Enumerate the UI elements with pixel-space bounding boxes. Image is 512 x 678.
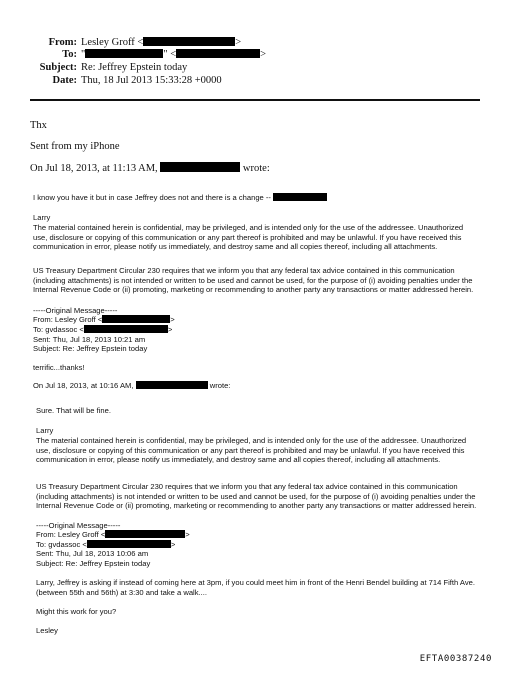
- from-label: From:: [48, 37, 77, 48]
- redaction-block: [87, 540, 171, 548]
- quoted2-orig-to-text: To: gvdassoc <: [36, 540, 87, 549]
- subject-label: Subject:: [39, 62, 77, 73]
- quoted2-orig-from: [36, 530, 190, 540]
- quoted1-treasury: US Treasury Department Circular 230 requires that we inform you that any federal tax advice contained in this communication (including attachments) is not intended or written to be used and cannot be used, for the purpose of (i) avoiding penalties under the Internal Revenue Code or (ii) promoting, marketing or recommending to another party any transactions or matter addressed herein.: [33, 266, 474, 295]
- redaction-block: [176, 49, 260, 58]
- quoted2-name: Larry: [36, 426, 54, 435]
- redaction-block: [273, 193, 327, 201]
- quoted1-intro-text: On Jul 18, 2013, at 10:16 AM,: [33, 381, 134, 390]
- redaction-block: [143, 37, 235, 46]
- reply-signature: Sent from my iPhone: [30, 141, 120, 152]
- quoted1-orig-from: [33, 315, 175, 325]
- quoted2-message: Larry, Jeffrey is asking if instead of coming here at 3pm, if you could meet him in front of the Henri Bendel building at 714 Fifth Ave. (between 55th and 56th) at 3:30 and take a walk....: [36, 578, 475, 597]
- header-date-row: [0, 74, 512, 87]
- date-value: Thu, 18 Jul 2013 15:33:28 +0000: [81, 75, 222, 86]
- redaction-block: [84, 325, 168, 333]
- quoted2-treasury: US Treasury Department Circular 230 requires that we inform you that any federal tax advice contained in this communication (including attachments) is not intended or written to be used and cannot be used, for the purpose of (i) avoiding penalties under the Internal Revenue Code or (ii) promoting, marketing or recommending to another party any transactions or matter addressed herein.: [36, 482, 477, 511]
- quoted2-question: Might this work for you?: [36, 607, 117, 616]
- header-to-row: [0, 48, 512, 61]
- quoted1-orig-to-close: >: [167, 325, 173, 334]
- quoted2-disclaimer: The material contained herein is confidential, may be privileged, and is intended only for the use of the addressee. Unauthorized use, disclosure or copying of this communication or any part thereof is prohibited and may be unlawful. If you have received this communication in error, please notify us immediately, and destroy same and all copies thereof, including all attachments.: [36, 436, 467, 465]
- quote-intro-text: On Jul 18, 2013, at 11:13 AM,: [30, 163, 158, 174]
- quoted1-opening: [33, 193, 327, 203]
- header-subject-row: [0, 61, 512, 74]
- quoted1-intro-wrote: wrote:: [209, 381, 231, 390]
- document-id: EFTA00387240: [419, 654, 492, 664]
- quoted1-orig-to-text: To: gvdassoc <: [33, 325, 84, 334]
- redaction-block: [102, 315, 170, 323]
- quoted1-disclaimer: The material contained herein is confidential, may be privileged, and is intended only for the use of the addressee. Unauthorized use, disclosure or copying of this communication or any part thereof is prohibited and may be unlawful. If you have received this communication in error, please notify us immediately, and destroy same and all copies thereof, including all attachments.: [33, 223, 464, 252]
- quoted2-orig-sent: Sent: Thu, Jul 18, 2013 10:06 am: [36, 549, 149, 558]
- quoted1-orig-to: [33, 325, 172, 335]
- quoted1-name: Larry: [33, 213, 51, 222]
- quoted1-orig-subject: Subject: Re: Jeffrey Epstein today: [33, 344, 148, 353]
- to-quote: ": [81, 49, 86, 60]
- header-divider: [30, 99, 480, 101]
- quoted2-signoff: Lesley: [36, 626, 58, 635]
- quoted1-opening-text: I know you have it but in case Jeffrey does not and there is a change --: [33, 193, 271, 202]
- quoted2-orig-subject: Subject: Re: Jeffrey Epstein today: [36, 559, 151, 568]
- quoted1-orig-from-close: >: [170, 315, 175, 324]
- quoted1-orig-sent: Sent: Thu, Jul 18, 2013 10:21 am: [33, 335, 146, 344]
- from-name: Lesley Groff <: [81, 37, 144, 48]
- from-close: >: [235, 37, 242, 48]
- quote-intro-wrote: wrote:: [242, 163, 270, 174]
- redaction-block: [85, 49, 163, 58]
- quoted1-orig-from-text: From: Lesley Groff <: [33, 315, 103, 324]
- to-label: To:: [62, 49, 77, 60]
- date-label: Date:: [52, 75, 77, 86]
- quoted1-orig-header: -----Original Message-----: [33, 306, 118, 315]
- to-value: [81, 48, 266, 61]
- reply-text: Thx: [30, 120, 47, 131]
- quoted1-reply-text: terrific...thanks!: [33, 363, 85, 372]
- to-mid: " <: [163, 49, 177, 60]
- quoted2-orig-from-close: >: [185, 530, 190, 539]
- redaction-block: [105, 530, 185, 538]
- redaction-block: [136, 381, 208, 389]
- quoted2-orig-to-close: >: [170, 540, 176, 549]
- quoted2-orig-header: -----Original Message-----: [36, 521, 121, 530]
- quote-intro: [30, 162, 270, 175]
- quoted2-opening: Sure. That will be fine.: [36, 406, 111, 415]
- quoted1-intro: [33, 381, 230, 391]
- to-close: >: [260, 49, 267, 60]
- redaction-block: [160, 162, 240, 172]
- quoted2-orig-from-text: From: Lesley Groff <: [36, 530, 106, 539]
- subject-value: Re: Jeffrey Epstein today: [81, 62, 188, 73]
